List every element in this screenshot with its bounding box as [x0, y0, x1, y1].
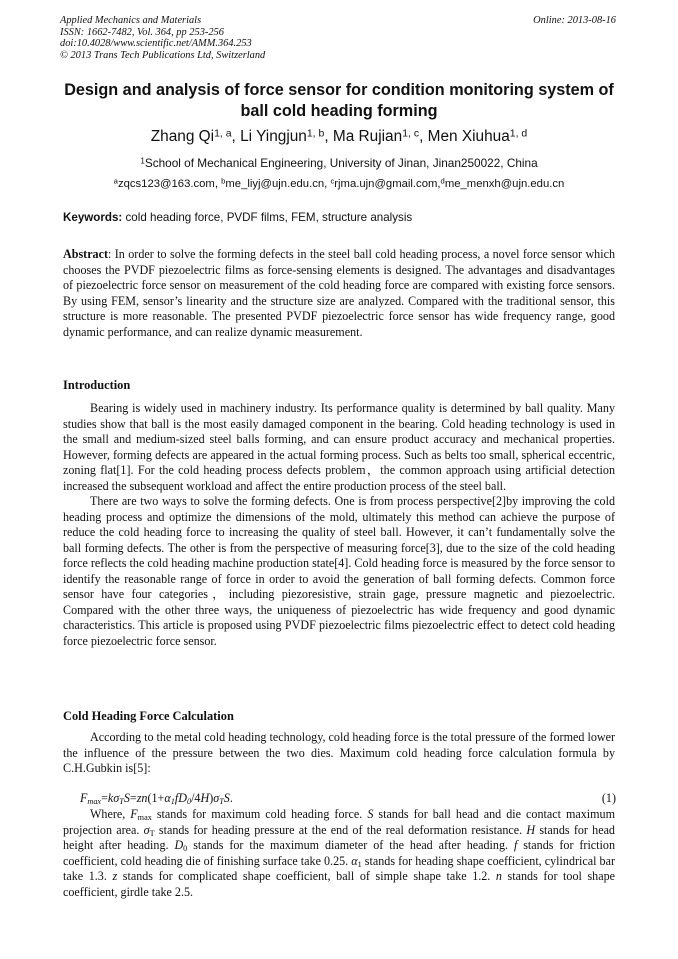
- online-date: Online: 2013-08-16: [533, 15, 616, 26]
- text-run: stands for the maximum diameter of the head after heading.: [187, 838, 514, 852]
- keywords: [63, 210, 617, 226]
- section-heading-introduction: Introduction: [63, 378, 131, 392]
- author-sup: 1, b: [306, 128, 325, 140]
- email-list: [60, 176, 618, 192]
- email-sup: d: [440, 176, 445, 186]
- author-name: Men Xiuhua: [427, 128, 510, 145]
- abstract-text: : In order to solve the forming defects in the steel ball cold heading process, a novel force sensor which chooses the PVDF piezoelectric films as force-sensing elements is designed. The advantages and disadvantages of piezoelectric force sensor on measurement of the cold heading force are compared with existing force sensors. By using FEM, sensor’s linearity and the structure size are analyzed. Compared with the traditional sensor, this structure is more reasonable. The presented PVDF piezoelectric force sensor has wide frequency range, good dynamic performance, and can realize dynamic measurement.: [63, 247, 615, 339]
- equation-expression: $F_{max}=k\sigma_TS=zn(1+\alpha_1fD_0/4H)\sigma_TS$.: [80, 791, 233, 807]
- abstract-label: Abstract: [63, 247, 109, 261]
- author-sup: 1, c: [402, 128, 420, 140]
- email-sup: a: [113, 176, 118, 186]
- author-list: Zhang Qi$^{1, a}$, Li Yingjun$^{1, b}$, Ma Rujian$^{1, c}$, Men Xiuhua$^{1, d}$: [150, 128, 528, 145]
- introduction-body: [63, 401, 615, 649]
- doi-line: doi:10.4028/www.scientific.net/AMM.364.253: [60, 38, 252, 50]
- email-link[interactable]: me_liyj@ujn.edu.cn,: [225, 178, 331, 190]
- author-sup: 1, a: [214, 128, 232, 140]
- variable-definitions: [63, 807, 615, 900]
- section-heading-calculation: Cold Heading Force Calculation: [63, 709, 234, 723]
- equation-number: (1): [601, 791, 616, 805]
- paper-title: Design and analysis of force sensor for condition monitoring system of ball cold heading forming: [64, 81, 614, 120]
- email-link[interactable]: me_menxh@ujn.edu.cn: [444, 178, 565, 190]
- keywords-label: Keywords:: [63, 211, 123, 224]
- email-sup: b: [221, 176, 226, 186]
- calculation-intro: [63, 730, 615, 777]
- text-run: stands for maximum cold heading force.: [151, 807, 368, 821]
- copyright-line: © 2013 Trans Tech Publications Ltd, Switzerland: [60, 49, 266, 61]
- affiliation-sup: 1: [140, 156, 145, 166]
- text-run: stands for heading pressure at the end of the real deformation resistance.: [154, 822, 527, 837]
- text-run: stands for complicated shape coefficient, ball of simple shape take 1.2.: [117, 869, 496, 883]
- affiliation-text: School of Mechanical Engineering, University of Jinan, Jinan250022, China: [144, 156, 538, 170]
- abstract: [63, 247, 615, 340]
- author-name: Zhang Qi: [150, 128, 215, 145]
- issn-line: ISSN: 1662-7482, Vol. 364, pp 253-256: [60, 26, 224, 38]
- journal-name: Applied Mechanics and Materials: [60, 15, 202, 26]
- paragraph: According to the metal cold heading technology, cold heading force is the total pressure of the formed lower the influence of the pressure between the two dies. Maximum cold heading force calculation formula by C.H.Gubkin is[5]:: [63, 730, 615, 775]
- author-sup: 1, d: [509, 128, 528, 140]
- equation-1: [80, 791, 616, 807]
- affiliation: [60, 155, 618, 171]
- email-link[interactable]: zqcs123@163.com,: [117, 178, 222, 190]
- keywords-text: cold heading force, PVDF films, FEM, structure analysis: [122, 211, 413, 224]
- journal-header: [60, 15, 616, 61]
- text-run: stands for heading shape coefficient, cylindrical bar take 1.3.: [63, 853, 615, 883]
- author-name: Ma Rujian: [332, 128, 403, 145]
- text-run: stands for tool shape coefficient, girdle take 2.5.: [63, 869, 615, 899]
- text-run: stands for friction coefficient, cold heading die of finishing surface take 0.25.: [63, 838, 615, 868]
- paragraph: Where, $F_{max}$ stands for maximum cold heading force. S stands for ball head and die contact maximum projection area. $\sigma_T$ stands for heading pressure at the end of the real deformation resistance. H stands for head height after heading. $D_0$ stands for the maximum diameter of the head after heading. f stands for friction coefficient, cold heading die of finishing surface take 0.25. $\alpha_1$ stands for heading shape coefficient, cylindrical bar take 1.3. z stands for complicated shape coefficient, ball of simple shape take 1.2. n stands for tool shape coefficient, girdle take 2.5.: [63, 807, 616, 899]
- author-name: Li Yingjun: [240, 128, 307, 145]
- text-run: stands for head height after heading.: [63, 822, 615, 852]
- email-sup: c: [330, 176, 335, 186]
- text-run: stands for ball head and die contact maximum projection area.: [63, 807, 616, 837]
- paragraph: Bearing is widely used in machinery industry. Its performance quality is determined by ball quality. Many studies show that ball is the most easily damaged component in the bearing. Cold heading technology is used in the small and medium-sized steel balls forming, and can ensure product accuracy and mechanical properties. However, forming defects are appeared in the actual forming process. Such as belts too small, spherical eccentric, zoning flat[1]. For the cold heading process defects problem，the common approach using artificial detection increased the subsequent workload and affect the entire production process of the steel ball.: [63, 401, 615, 493]
- email-link[interactable]: rjma.ujn@gmail.com,: [334, 178, 441, 190]
- text-run: Where,: [90, 807, 131, 821]
- paragraph: There are two ways to solve the forming defects. One is from process perspective[2]by improving the cold heading process and optimize the dimensions of the mold, ultimately this method can achieve the purpose of reduce the cold heading force to increasing the quality of steel ball. However, it can’t fundamentally solve the ball forming defects. The other is from the perspective of measuring force[3], due to the size of the cold heading force reflects the cold heading machine production state[4]. Cold heading force is measured by the force sensor to identify the reasonable range of force in order to avoid the generation of ball forming defects. Common force sensor have four categories，including piezoresistive, strain gage, pressure magnetic and piezoelectric. Compared with the other three ways, the uniqueness of piezoelectric has wide frequency and good dynamic characteristics. This article is proposed using PVDF piezoelectric films piezoelectric effect to detect cold heading force piezoelectric force sensor.: [63, 494, 615, 648]
